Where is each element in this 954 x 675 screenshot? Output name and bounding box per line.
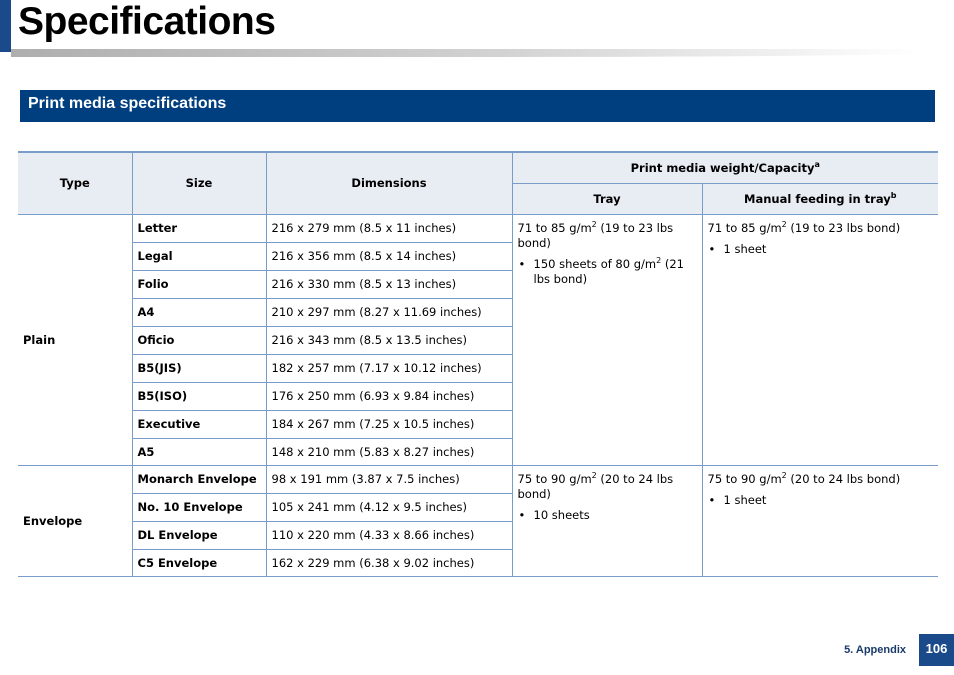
dimensions-cell: 162 x 229 mm (6.38 x 9.02 inches) <box>266 549 512 576</box>
list-item: • 10 sheets <box>518 507 590 522</box>
title-accent-bar <box>0 0 11 52</box>
header-manual-feeding: Manual feeding in tray$^b$ <box>702 183 938 214</box>
dimensions-cell: 210 x 297 mm (8.27 x 11.69 inches) <box>266 298 512 326</box>
list-item: • 1 sheet <box>708 241 767 256</box>
tray-capacity-envelope: 75 to 90 $g/m^2$ (20 to 24 lbs bond) • 10 sheets <box>512 465 702 576</box>
table-row <box>18 465 938 493</box>
size-cell: Oficio <box>132 326 266 354</box>
dimensions-cell: 98 x 191 mm (3.87 x 7.5 inches) <box>266 465 512 493</box>
size-cell: Folio <box>132 270 266 298</box>
section-title: Print media specifications <box>28 95 227 112</box>
page-number-badge: 106 <box>919 634 954 666</box>
section-header <box>20 90 935 122</box>
size-cell: B5(ISO) <box>132 382 266 410</box>
page-title: Specifications <box>18 0 276 43</box>
dimensions-cell: 148 x 210 mm (5.83 x 8.27 inches) <box>266 438 512 465</box>
header-size: Size <box>132 152 266 214</box>
tray-capacity-plain: 71 to 85 $g/m^2$ (19 to 23 lbs bond) • 150 sheets of 80 $g/m^2$ (21 lbs bond) <box>512 214 702 465</box>
header-type: Type <box>18 152 132 214</box>
size-cell: No. 10 Envelope <box>132 493 266 521</box>
print-media-table <box>18 151 938 577</box>
dimensions-cell: 182 x 257 mm (7.17 x 10.12 inches) <box>266 354 512 382</box>
title-divider <box>11 49 921 57</box>
type-cell-plain: Plain <box>18 214 132 465</box>
size-cell: C5 Envelope <box>132 549 266 576</box>
list-item: • 150 sheets of 80 $g/m^2$ (21 lbs bond) <box>518 255 684 286</box>
table-row <box>18 214 938 242</box>
manual-capacity-plain: 71 to 85 $g/m^2$ (19 to 23 lbs bond) • 1 sheet <box>702 214 938 465</box>
size-cell: Executive <box>132 410 266 438</box>
dimensions-cell: 105 x 241 mm (4.12 x 9.5 inches) <box>266 493 512 521</box>
size-cell: Letter <box>132 214 266 242</box>
dimensions-cell: 110 x 220 mm (4.33 x 8.66 inches) <box>266 521 512 549</box>
list-item: • 1 sheet <box>708 492 767 507</box>
size-cell: Legal <box>132 242 266 270</box>
dimensions-cell: 176 x 250 mm (6.93 x 9.84 inches) <box>266 382 512 410</box>
manual-capacity-envelope: 75 to 90 $g/m^2$ (20 to 24 lbs bond) • 1 sheet <box>702 465 938 576</box>
dimensions-cell: 216 x 330 mm (8.5 x 13 inches) <box>266 270 512 298</box>
footer-chapter-label: 5. Appendix <box>844 644 906 656</box>
dimensions-cell: 184 x 267 mm (7.25 x 10.5 inches) <box>266 410 512 438</box>
type-cell-envelope: Envelope <box>18 465 132 576</box>
dimensions-cell: 216 x 356 mm (8.5 x 14 inches) <box>266 242 512 270</box>
size-cell: Monarch Envelope <box>132 465 266 493</box>
size-cell: A4 <box>132 298 266 326</box>
header-weight-capacity: Print media weight/Capacity$^a$ <box>512 152 938 183</box>
footnote-marker-b: b <box>890 190 897 200</box>
header-dimensions: Dimensions <box>266 152 512 214</box>
size-cell: A5 <box>132 438 266 465</box>
header-tray: Tray <box>512 183 702 214</box>
dimensions-cell: 216 x 279 mm (8.5 x 11 inches) <box>266 214 512 242</box>
dimensions-cell: 216 x 343 mm (8.5 x 13.5 inches) <box>266 326 512 354</box>
footnote-marker-a: a <box>814 159 820 169</box>
size-cell: DL Envelope <box>132 521 266 549</box>
size-cell: B5(JIS) <box>132 354 266 382</box>
